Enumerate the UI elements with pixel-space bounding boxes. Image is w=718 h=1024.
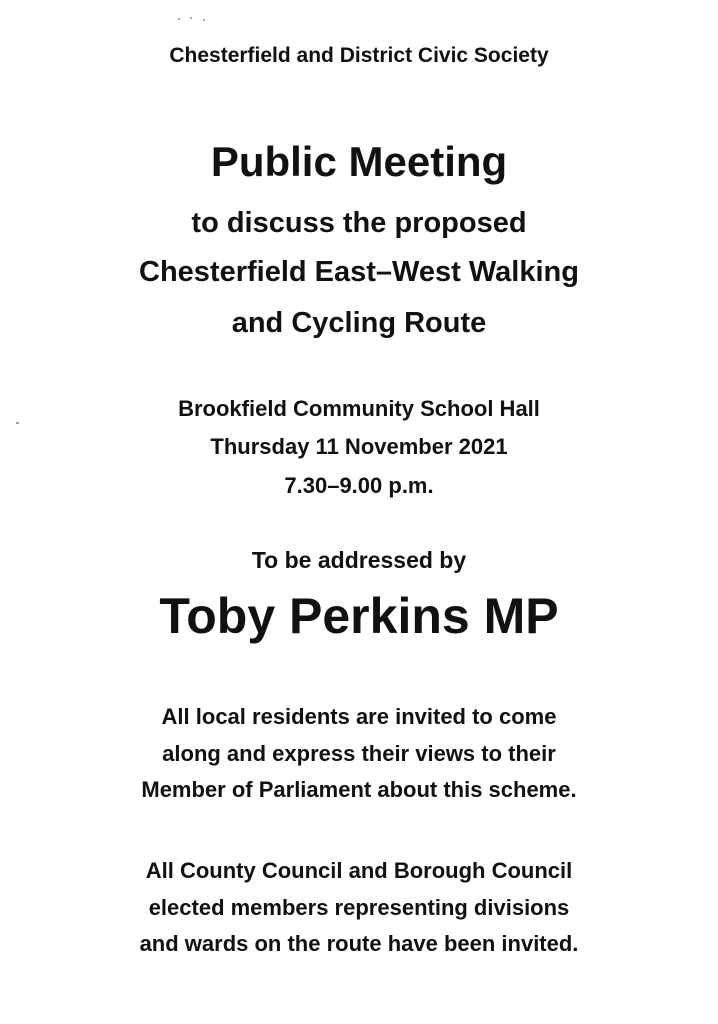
purpose-line: Chesterfield East–West Walking xyxy=(139,256,579,288)
organisation-name: Chesterfield and District Civic Society xyxy=(169,44,549,67)
meeting-time: 7.30–9.00 p.m. xyxy=(284,473,434,498)
residents-paragraph-line: Member of Parliament about this scheme. xyxy=(141,777,577,802)
speaker-name: Toby Perkins MP xyxy=(159,588,559,644)
scan-speck xyxy=(190,17,192,19)
purpose-line: and Cycling Route xyxy=(231,307,487,339)
speaker-intro: To be addressed by xyxy=(251,547,467,573)
scan-speck xyxy=(16,422,19,424)
venue-location: Brookfield Community School Hall xyxy=(178,396,540,421)
councillors-paragraph-line: elected members representing divisions xyxy=(148,895,570,920)
meeting-date: Thursday 11 November 2021 xyxy=(210,434,508,459)
meeting-title: Public Meeting xyxy=(210,138,508,185)
residents-paragraph-line: All local residents are invited to come xyxy=(161,704,557,729)
councillors-paragraph-line: All County Council and Borough Council xyxy=(145,858,573,883)
scan-speck xyxy=(203,19,205,21)
residents-paragraph-line: along and express their views to their xyxy=(162,741,556,766)
scan-speck xyxy=(178,18,180,20)
purpose-line: to discuss the proposed xyxy=(191,207,527,239)
councillors-paragraph-line: and wards on the route have been invited. xyxy=(139,931,579,956)
